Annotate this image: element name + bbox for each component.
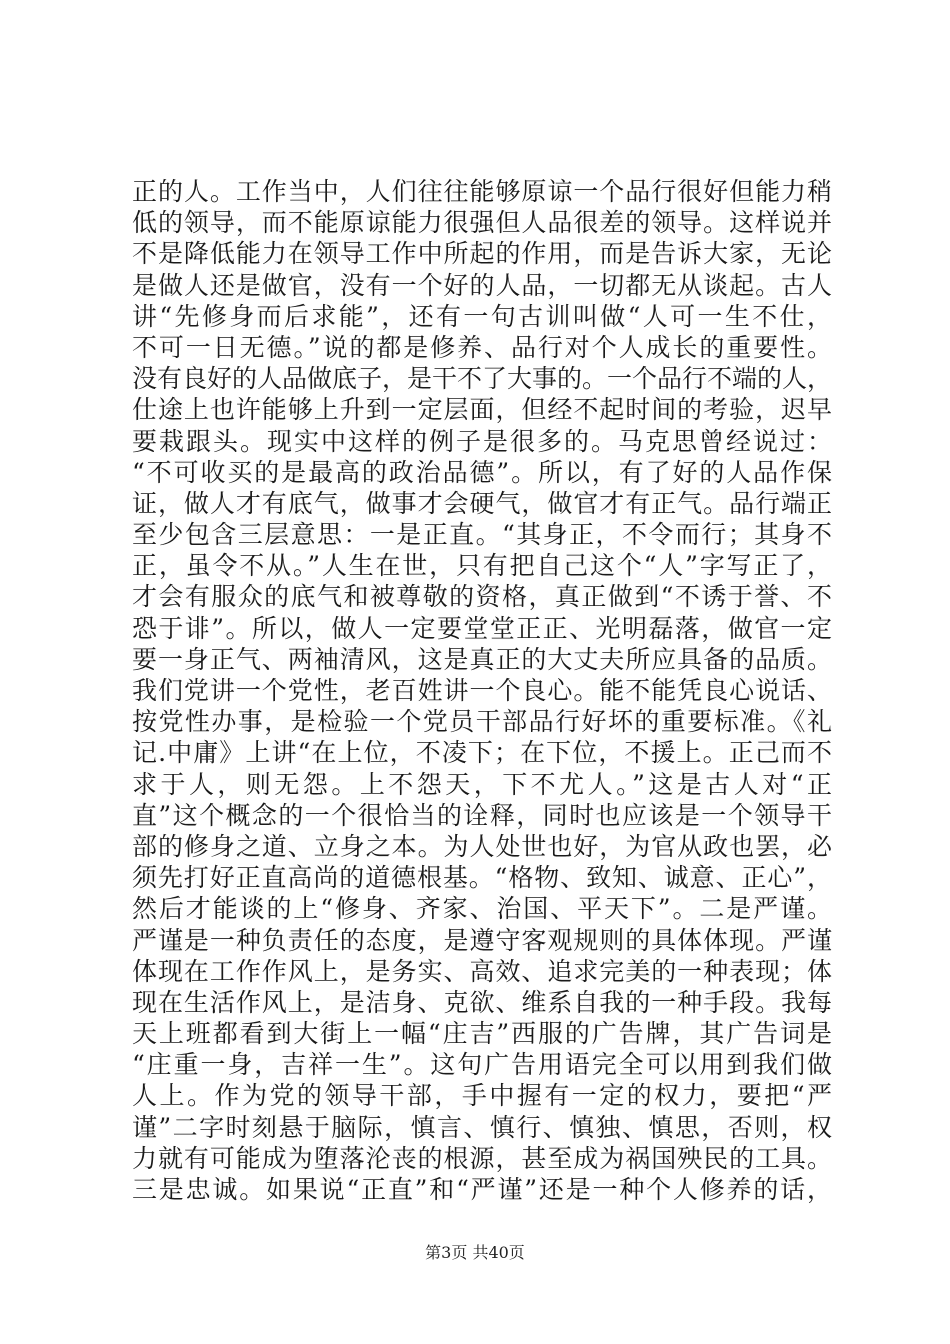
text-line: 求于人，则无怨。上不怨天，下不尤人。”这是古人对“正 (132, 769, 832, 799)
text-line: 我们党讲一个党性，老百姓讲一个良心。能不能凭良心说话、 (132, 676, 832, 705)
text-line: 至少包含三层意思：一是正直。“其身正，不令而行；其身不 (132, 520, 832, 550)
text-line: 低的领导，而不能原谅能力很强但人品很差的领导。这样说并 (132, 208, 832, 238)
text-line: 按党性办事，是检验一个党员干部品行好坏的重要标准。《礼 (132, 707, 832, 737)
page-number-footer: 第3页 共40页 (425, 1243, 525, 1262)
text-line: 谨”二字时刻悬于脑际，慎言、慎行、慎独、慎思，否则，权 (132, 1112, 832, 1142)
text-line: 须先打好正直高尚的道德根基。“格物、致知、诚意、正心”， (132, 863, 832, 893)
text-line: 天上班都看到大街上一幅“庄吉”西服的广告牌，其广告词是 (132, 1019, 832, 1049)
text-line: 恐于诽”。所以，做人一定要堂堂正正、光明磊落，做官一定 (132, 613, 832, 643)
text-line: “不可收买的是最高的政治品德”。所以，有了好的人品作保 (132, 457, 832, 487)
text-line: 才会有服众的底气和被尊敬的资格，真正做到“不诱于誉、不 (132, 582, 832, 612)
text-line: 讲“先修身而后求能”，还有一句古训叫做“人可一生不仕， (132, 301, 832, 331)
text-line: 体现在工作作风上，是务实、高效、追求完美的一种表现；体 (132, 956, 832, 986)
text-line: 记.中庸》上讲“在上位，不凌下；在下位，不援上。正己而不 (132, 738, 832, 768)
text-line: 不是降低能力在领导工作中所起的作用，而是告诉大家，无论 (132, 239, 832, 269)
text-line: 没有良好的人品做底子，是干不了大事的。一个品行不端的人， (132, 364, 833, 394)
text-line: 部的修身之道、立身之本。为人处世也好，为官从政也罢，必 (132, 831, 832, 861)
text-line: 仕途上也许能够上升到一定层面，但经不起时间的考验，迟早 (132, 395, 832, 425)
text-line: 要栽跟头。现实中这样的例子是很多的。马克思曾经说过： (132, 426, 832, 456)
text-line: 力就有可能成为堕落沦丧的根源，甚至成为祸国殃民的工具。 (132, 1143, 832, 1173)
text-line: 正的人。工作当中，人们往往能够原谅一个品行很好但能力稍 (132, 177, 832, 206)
text-line: 要一身正气、两袖清风，这是真正的大丈夫所应具备的品质。 (132, 644, 832, 674)
text-line: 人上。作为党的领导干部，手中握有一定的权力，要把“严 (132, 1081, 832, 1111)
body-text (132, 176, 832, 1205)
text-line: 然后才能谈的上“修身、齐家、治国、平天下”。二是严谨。 (132, 894, 832, 924)
text-line: 不可一日无德。”说的都是修养、品行对个人成长的重要性。 (132, 332, 832, 362)
text-line: 三是忠诚。如果说“正直”和“严谨”还是一种个人修养的话， (132, 1175, 832, 1204)
text-line: 严谨是一种负责任的态度，是遵守客观规则的具体体现。严谨 (132, 925, 832, 955)
text-line: 现在生活作风上，是洁身、克欲、维系自我的一种手段。我每 (132, 987, 832, 1017)
text-line: “庄重一身，吉祥一生”。这句广告用语完全可以用到我们做 (132, 1050, 832, 1080)
text-line: 证，做人才有底气，做事才会硬气，做官才有正气。品行端正 (132, 488, 832, 518)
text-line: 正，虽令不从。”人生在世，只有把自己这个“人”字写正了， (132, 551, 832, 581)
text-line: 是做人还是做官，没有一个好的人品，一切都无从谈起。古人 (132, 270, 832, 300)
text-line: 直”这个概念的一个很恰当的诠释，同时也应该是一个领导干 (132, 800, 832, 830)
